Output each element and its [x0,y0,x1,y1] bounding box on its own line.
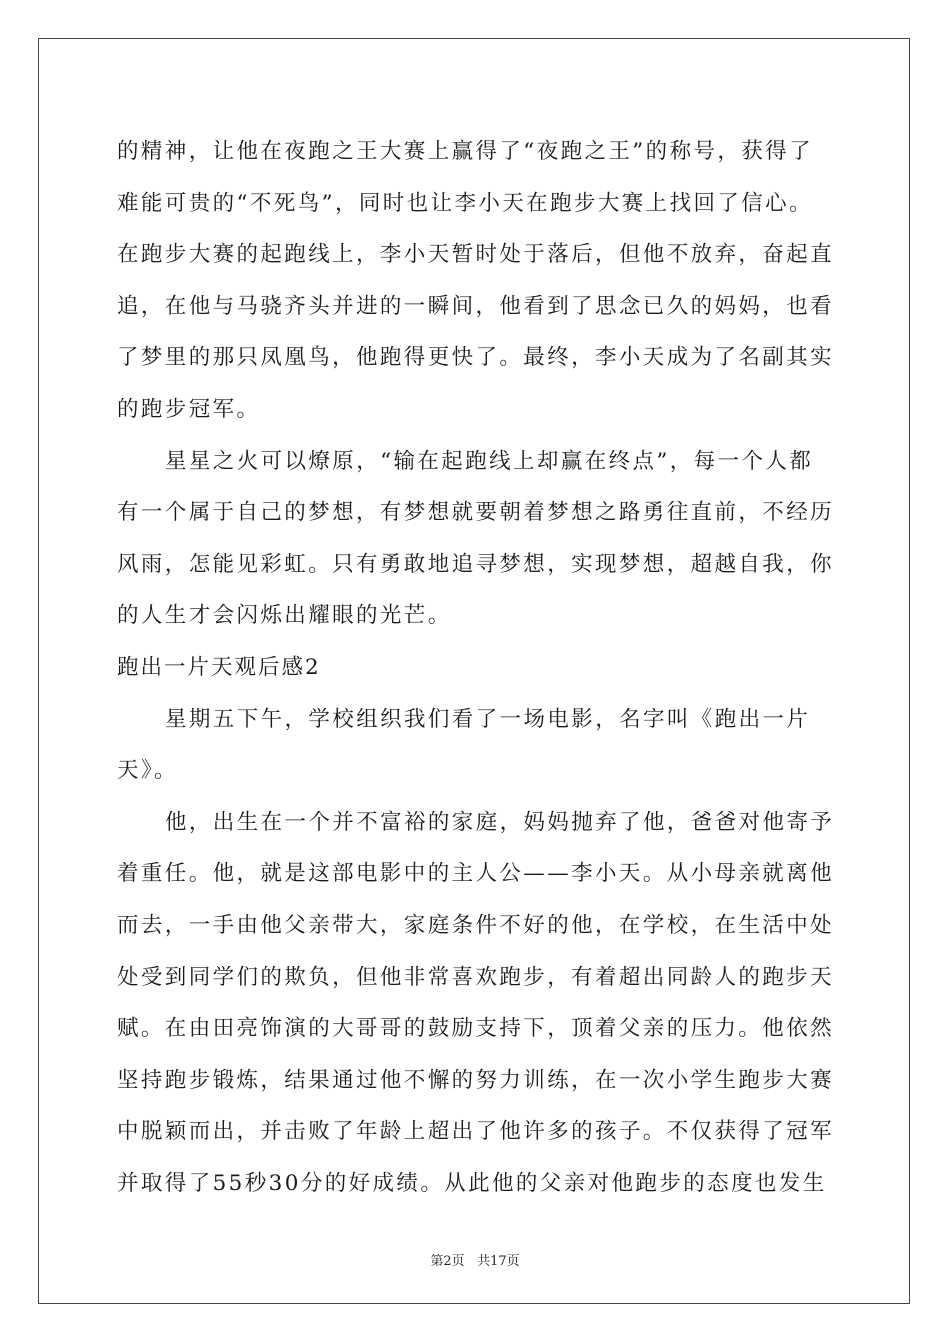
text-line: 了梦里的那只凤凰鸟，他跑得更快了。最终，李小天成为了名副其实 [117,345,835,371]
paragraph-start-line: 星期五下午，学校组织我们看了一场电影，名字叫《跑出一片 [165,706,811,732]
page-footer [0,1250,950,1269]
text-line: 坚持跑步锻炼，结果通过他不懈的努力训练，在一次小学生跑步大赛 [117,1067,835,1093]
text-line: 的跑步冠军。 [117,396,261,422]
text-line: 着重任。他，就是这部电影中的主人公——李小天。从小母亲就离他 [117,861,835,887]
paragraph-start-line: 星星之火可以燎原，“输在起跑线上却赢在终点”，每一个人都 [165,448,814,474]
text-line: 中脱颖而出，并击败了年龄上超出了他许多的孩子。不仅获得了冠军 [117,1119,835,1145]
text-line: 有一个属于自己的梦想，有梦想就要朝着梦想之路勇往直前，不经历 [117,500,835,526]
document-body [117,126,837,1209]
text-line: 赋。在由田亮饰演的大哥哥的鼓励支持下，顶着父亲的压力。他依然 [117,1016,835,1042]
text-line: 的精神，让他在夜跑之王大赛上赢得了“夜跑之王”的称号，获得了 [117,139,813,164]
page-total: 共17页 [477,1254,520,1269]
paragraph-start-line: 他，出生在一个并不富裕的家庭，妈妈抛弃了他，爸爸对他寄予 [165,809,835,835]
text-line: 在跑步大赛的起跑线上，李小天暂时处于落后，但他不放弃，奋起直 [117,242,835,268]
text-line: 而去，一手由他父亲带大，家庭条件不好的他，在学校，在生活中处 [117,912,835,938]
text-line: 风雨，怎能见彩虹。只有勇敢地追寻梦想，实现梦想，超越自我，你 [117,551,835,577]
text-line: 天》。 [117,758,178,784]
text-line: 追，在他与马骁齐头并进的一瞬间，他看到了思念已久的妈妈，也看 [117,293,835,319]
text-line: 难能可贵的“不死鸟”，同时也让李小天在跑步大赛上找回了信心。 [117,190,813,216]
text-line: 的人生才会闪烁出耀眼的光芒。 [117,603,452,629]
page-number: 第2页 [430,1254,465,1269]
text-line: 处受到同学们的欺负，但他非常喜欢跑步，有着超出同龄人的跑步天 [117,964,835,990]
section-heading: 跑出一片天观后感2 [117,654,321,680]
text-line: 并取得了55秒30分的好成绩。从此他的父亲对他跑步的态度也发生 [117,1170,827,1196]
